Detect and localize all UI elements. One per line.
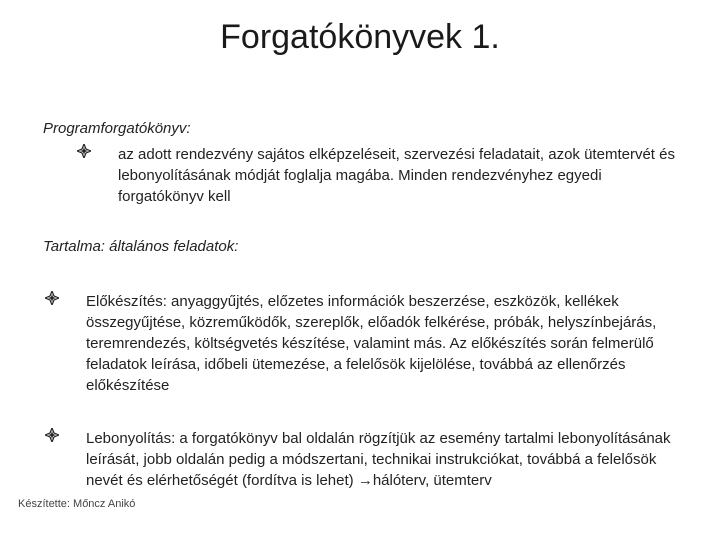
diamond-bullet-icon <box>45 291 59 309</box>
content-heading: Tartalma: általános feladatok: <box>43 238 239 255</box>
footer-author: Készítette: Mőncz Anikó <box>18 498 136 510</box>
intro-text: az adott rendezvény sajátos elképzeléseit, szervezési feladatait, azok ütemtervét és lebonyolításának módját foglalja magába. Minden rendezvényhez egyedi forgatókönyv kell <box>118 146 675 205</box>
diamond-bullet-icon <box>45 428 59 446</box>
diamond-bullet-icon <box>77 144 91 163</box>
slide-title: Forgatókönyvek 1. <box>220 18 500 56</box>
bullet-preparation: Előkészítés: anyaggyűjtés, előzetes információk beszerzése, eszközök, kellékek összegyűjtése, közreműködők, szereplők, előadók felkérése, próbák, helyszínbejárás, teremrendezés, költségvetés készítése, valamint más. Az előkészítés során felmerülő feladatok leírása, időbeli ütemezése, a felelősök kijelölése, továbbá az ellenőrzés előkészítése <box>86 293 657 394</box>
bullet-execution: Lebonyolítás: a forgatókönyv bal oldalán rögzítjük az esemény tartalmi lebonyolításának leírását, jobb oldalán pedig a módszertani, technikai instrukciókat, továbbá a felelősök nevét és elérhetőségét (fordítva is lehet) →hálóterv, ütemterv <box>86 430 671 489</box>
intro-heading: Programforgatókönyv: <box>43 120 191 137</box>
